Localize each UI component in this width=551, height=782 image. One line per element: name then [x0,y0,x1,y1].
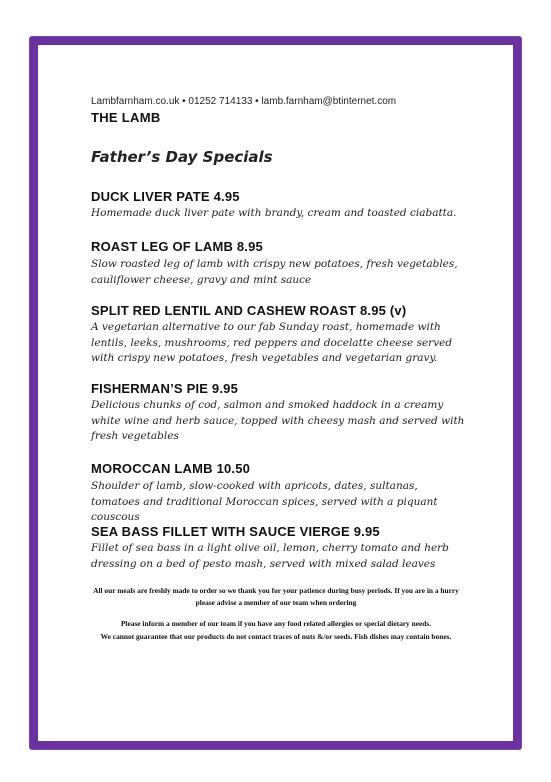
restaurant-name: THE LAMB [91,110,161,125]
item-desc-moroccan-lamb: Shoulder of lamb, slow-cooked with apricots, dates, sultanas, tomatoes and traditional Moroccan spices, served with a piquant couscous [91,480,438,523]
item-desc-lentil-roast: A vegetarian alternative to our fab Sunday roast, homemade with lentils, leeks, mushrooms, red peppers and docelatte cheese served with crispy new potatoes, fresh vegetables and vegetarian gravy. [91,321,453,364]
item-title-roast-lamb: ROAST LEG OF LAMB 8.95 [91,239,263,254]
item-title-duck-liver-pate: DUCK LIVER PATE 4.95 [91,189,240,204]
item-title-sea-bass: SEA BASS FILLET WITH SAUCE VIERGE 9.95 [91,524,380,539]
menu-heading: Father’s Day Specials [91,148,273,166]
item-desc-sea-bass: Fillet of sea bass in a light olive oil, lemon, cherry tomato and herb dressing on a bed of pesto mash, served with mixed salad leaves [91,542,449,570]
item-title-moroccan-lamb: MOROCCAN LAMB 10.50 [91,461,251,476]
item-desc-roast-lamb: Slow roasted leg of lamb with crispy new potatoes, fresh vegetables, cauliflower cheese, gravy and mint sauce [91,258,458,286]
item-desc-fishermans-pie: Delicious chunks of cod, salmon and smoked haddock in a creamy white wine and herb sauce, topped with cheesy mash and served with fresh vegetables [91,399,465,442]
nuts-notice: We cannot guarantee that our products do not contact traces of nuts &/or seeds. Fish dishes may contain bones. [100,632,452,641]
item-title-fishermans-pie: FISHERMAN’S PIE 9.95 [91,381,239,396]
item-desc-duck-liver-pate: Homemade duck liver pate with brandy, cream and toasted ciabatta. [91,207,457,219]
item-title-lentil-roast: SPLIT RED LENTIL AND CASHEW ROAST 8.95 (v) [91,303,407,318]
freshness-notice: All our meals are freshly made to order so we thank you for your patience during busy periods. If you are in a hurry please advise a member of our team when ordering [93,586,459,607]
contact-line: Lambfarnham.co.uk • 01252 714133 • lamb.farnham@btinternet.com [91,96,397,107]
allergy-notice: Please inform a member of our team if you have any food related allergies or special dietary needs. [120,619,432,628]
